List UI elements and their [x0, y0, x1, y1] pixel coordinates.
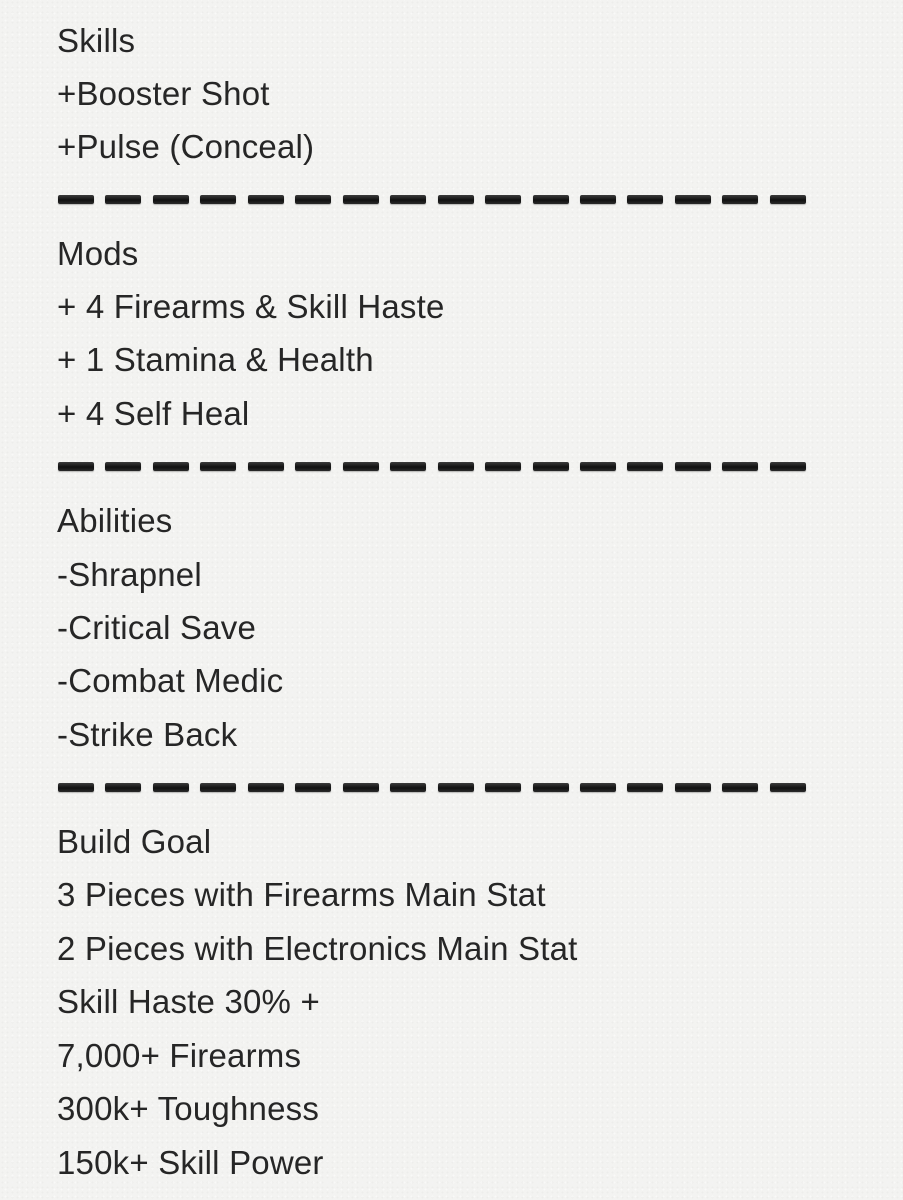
- mods-heading: Mods: [57, 235, 139, 272]
- abilities-heading: Abilities: [57, 502, 173, 539]
- divider-1: [58, 195, 806, 204]
- abilities-item-shrapnel: -Shrapnel: [57, 556, 202, 593]
- divider-3: [58, 783, 806, 792]
- skills-item-booster-shot: +Booster Shot: [57, 75, 270, 112]
- mods-item-stamina-health: + 1 Stamina & Health: [57, 341, 374, 378]
- build-goal-item-toughness: 300k+ Toughness: [57, 1090, 320, 1127]
- abilities-item-combat-medic: -Combat Medic: [57, 662, 284, 699]
- mods-item-self-heal: + 4 Self Heal: [57, 395, 250, 432]
- mods-item-firearms-skill-haste: + 4 Firearms & Skill Haste: [57, 288, 445, 325]
- skills-item-pulse: +Pulse (Conceal): [57, 128, 315, 165]
- build-goal-item-skill-haste: Skill Haste 30% +: [57, 983, 320, 1020]
- skills-heading: Skills: [57, 22, 136, 59]
- divider-2: [58, 462, 806, 471]
- build-goal-heading: Build Goal: [57, 823, 212, 860]
- build-goal-item-skill-power: 150k+ Skill Power: [57, 1144, 324, 1181]
- abilities-item-critical-save: -Critical Save: [57, 609, 257, 646]
- build-goal-item-electronics-pieces: 2 Pieces with Electronics Main Stat: [57, 930, 578, 967]
- build-goal-item-firearms-total: 7,000+ Firearms: [57, 1037, 302, 1074]
- abilities-item-strike-back: -Strike Back: [57, 716, 238, 753]
- build-goal-item-firearms-pieces: 3 Pieces with Firearms Main Stat: [57, 876, 546, 913]
